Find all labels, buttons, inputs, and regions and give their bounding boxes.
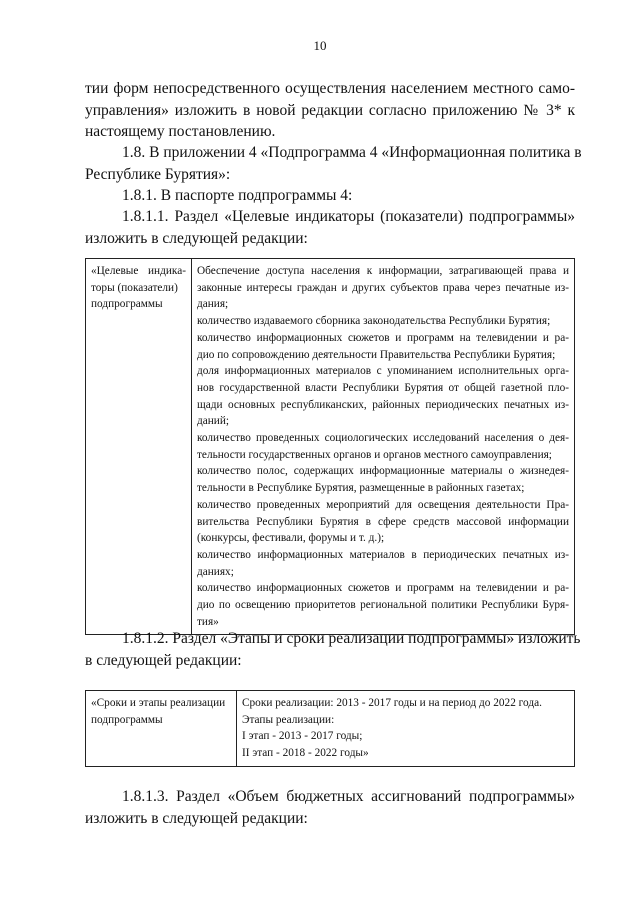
cell-line: количество проведенных мероприятий для освещения деятельности Пра- bbox=[197, 498, 569, 511]
paragraph-6 bbox=[85, 786, 575, 829]
text-line: изложить в следующей редакции: bbox=[85, 229, 308, 247]
text-line: Республике Бурятия»: bbox=[85, 165, 231, 183]
cell-line: дио по освещению приоритетов региональной политики Республики Буря- bbox=[197, 599, 569, 612]
paragraph-2 bbox=[85, 142, 582, 185]
text-line: 1.8.1. В паспорте подпрограммы 4: bbox=[122, 187, 353, 204]
text-line: управления» изложить в новой редакции согласно приложению № 3* к bbox=[85, 101, 575, 119]
cell-line: Обеспечение доступа населения к информации, затрагивающей права и bbox=[197, 265, 569, 277]
cell-line: количество информационных сюжетов и программ на телевидении и ра- bbox=[197, 331, 569, 344]
paragraph-3 bbox=[85, 185, 575, 207]
cell-line: (конкурсы, фестивали, форумы и т. д.); bbox=[197, 532, 385, 545]
cell-line: тельности в Республике Бурятия, размещенные в районных газетах; bbox=[197, 482, 525, 495]
text-line: 1.8.1.2. Раздел «Этапы и сроки реализации подпрограммы» изложить bbox=[122, 630, 581, 647]
stages-table bbox=[85, 690, 575, 767]
paragraph-5 bbox=[85, 628, 581, 671]
cell-line: щади основных республиканских, районных периодических печатных из- bbox=[197, 398, 569, 411]
cell-line: даний; bbox=[197, 415, 230, 428]
cell-line: тельности государственных органов и органов местного самоуправления; bbox=[197, 448, 552, 461]
cell-line: вительства Республики Бурятия в сфере средств массовой информации bbox=[197, 515, 569, 528]
cell-line: количество издаваемого сборника законодательства Республики Бурятия; bbox=[197, 315, 551, 328]
cell-line: законные интересы граждан и других субъектов права через печатные из- bbox=[197, 281, 569, 294]
table-label-cell bbox=[86, 691, 237, 767]
paragraph-4 bbox=[85, 206, 575, 249]
cell-line: Сроки реализации: 2013 - 2017 годы и на период до 2022 года. bbox=[242, 697, 542, 709]
cell-line: количество проведенных социологических исследований населения о дея- bbox=[197, 432, 569, 445]
cell-line: торы (показатели) bbox=[91, 281, 178, 294]
table-row bbox=[86, 259, 575, 635]
text-line: в следующей редакции: bbox=[85, 651, 242, 669]
text-line: тии форм непосредственного осуществления населением местного само- bbox=[85, 80, 575, 97]
cell-line: «Целевые индика- bbox=[91, 265, 186, 277]
text-line: настоящему постановлению. bbox=[85, 123, 276, 140]
table-content-cell bbox=[192, 259, 575, 635]
cell-line: доля информационных материалов с упоминанием исполнительных орга- bbox=[197, 365, 569, 378]
cell-line: Этапы реализации: bbox=[242, 713, 335, 726]
cell-line: подпрограммы bbox=[91, 713, 163, 726]
text-line: 1.8. В приложении 4 «Подпрограмма 4 «Информационная политика в bbox=[122, 144, 582, 161]
cell-line: количество информационных материалов в периодических печатных из- bbox=[197, 548, 569, 561]
cell-line: I этап - 2013 - 2017 годы; bbox=[242, 730, 363, 743]
paragraph-1 bbox=[85, 78, 575, 143]
text-line: 1.8.1.1. Раздел «Целевые индикаторы (показатели) подпрограммы» bbox=[122, 208, 575, 225]
cell-line: подпрограммы bbox=[91, 298, 163, 311]
target-indicators-table bbox=[85, 258, 575, 635]
cell-line: дания; bbox=[197, 298, 229, 311]
cell-line: тия» bbox=[197, 615, 219, 628]
cell-line: дио по сопровождению деятельности Правительства Республики Бурятия; bbox=[197, 348, 556, 361]
table-content-cell bbox=[237, 691, 575, 767]
cell-line: «Сроки и этапы реализации bbox=[91, 697, 226, 709]
text-line: изложить в следующей редакции: bbox=[85, 809, 308, 827]
cell-line: количество полос, содержащих информационные материалы о жизнедея- bbox=[197, 465, 569, 478]
cell-line: II этап - 2018 - 2022 годы» bbox=[242, 747, 369, 760]
cell-line: количество информационных сюжетов и программ на телевидении и ра- bbox=[197, 582, 569, 595]
table-row bbox=[86, 691, 575, 767]
page-number: 10 bbox=[313, 38, 327, 53]
cell-line: даниях; bbox=[197, 565, 234, 578]
table-label-cell bbox=[86, 259, 192, 635]
text-line: 1.8.1.3. Раздел «Объем бюджетных ассигнований подпрограммы» bbox=[122, 788, 575, 805]
cell-line: нов государственной власти Республики Бурятия от общей газетной пло- bbox=[197, 381, 569, 394]
